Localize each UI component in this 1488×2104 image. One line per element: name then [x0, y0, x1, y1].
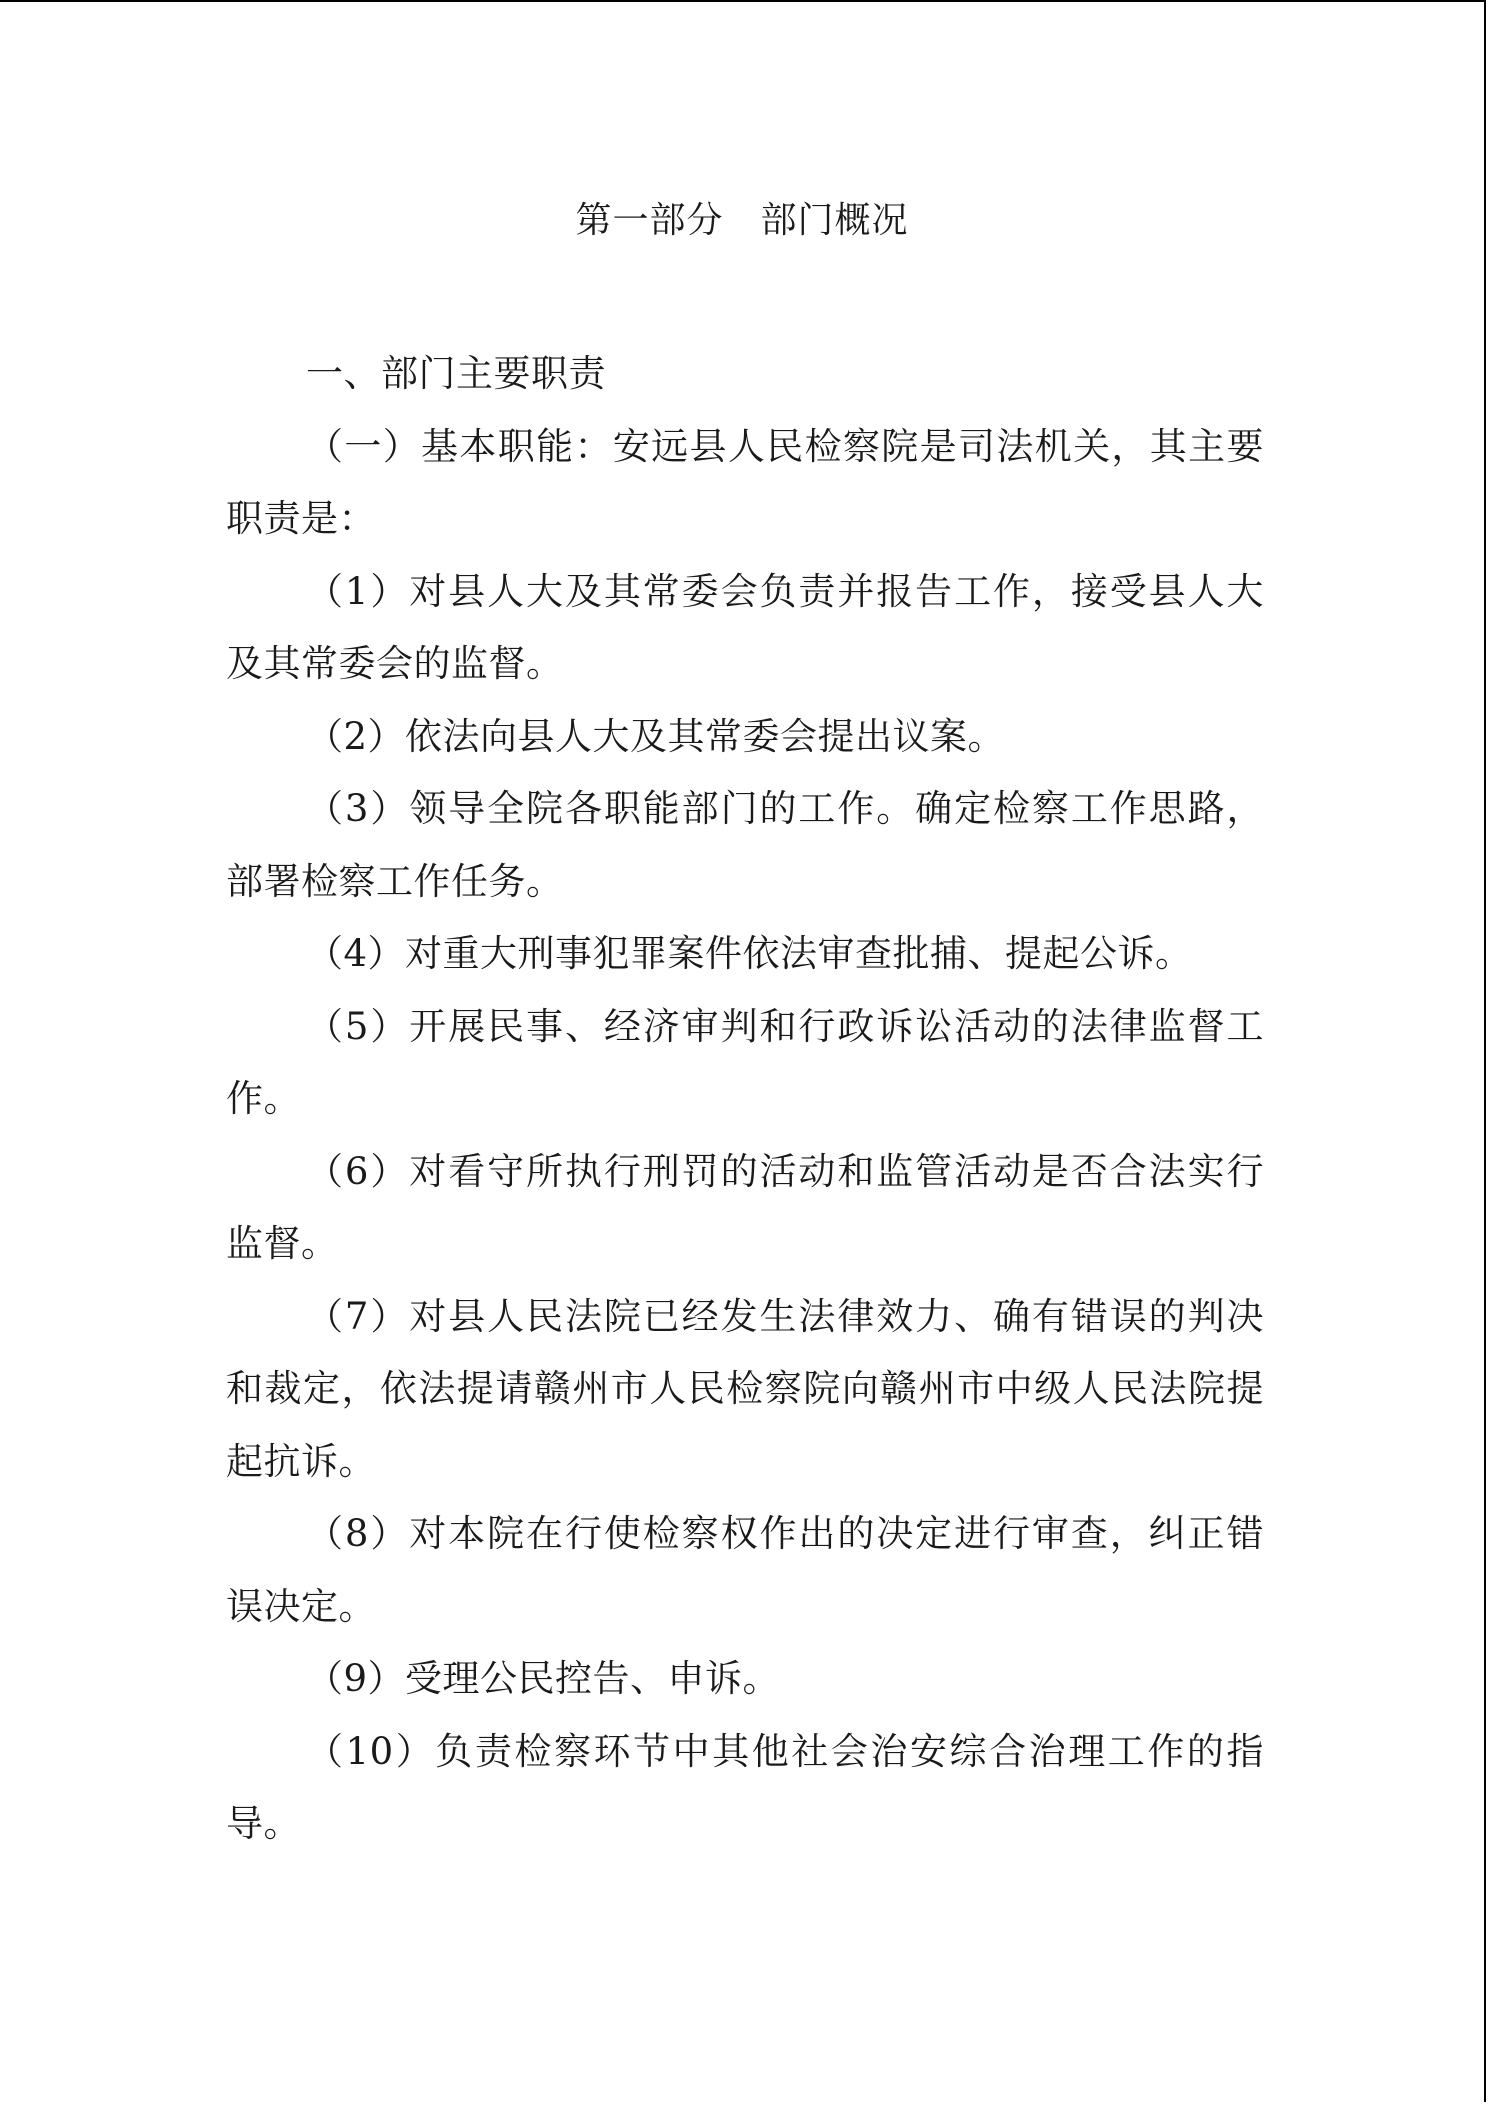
duty-item-4: （4）对重大刑事犯罪案件依法审查批捕、提起公诉。 [306, 932, 1193, 975]
duty-item-10: （10）负责检察环节中其他社会治安综合治理工作的指导。 [226, 1729, 1264, 1845]
document-body [226, 338, 1264, 1861]
intro-paragraph: （一）基本职能：安远县人民检察院是司法机关，其主要职责是： [226, 424, 1264, 540]
section-heading: 一、部门主要职责 [306, 352, 606, 395]
duty-item-1: （1）对县人大及其常委会负责并报告工作，接受县人大及其常委会的监督。 [226, 569, 1264, 685]
duty-item-3: （3）领导全院各职能部门的工作。确定检察工作思路，部署检察工作任务。 [226, 787, 1264, 903]
duty-item-2: （2）依法向县人大及其常委会提出议案。 [306, 714, 1006, 758]
duty-item-9: （9）受理公民控告、申诉。 [306, 1657, 781, 1700]
duty-item-5: （5）开展民事、经济审判和行政诉讼活动的法律监督工作。 [226, 1004, 1264, 1120]
duty-item-6: （6）对看守所执行刑罚的活动和监管活动是否合法实行监督。 [226, 1149, 1264, 1265]
duty-item-8: （8）对本院在行使检察权作出的决定进行审查，纠正错误决定。 [226, 1512, 1264, 1628]
page-title: 第一部分 部门概况 [575, 200, 909, 241]
duty-item-7: （7）对县人民法院已经发生法律效力、确有错误的判决和裁定，依法提请赣州市人民检察院向赣州市中级人民法院提起抗诉。 [226, 1294, 1264, 1483]
